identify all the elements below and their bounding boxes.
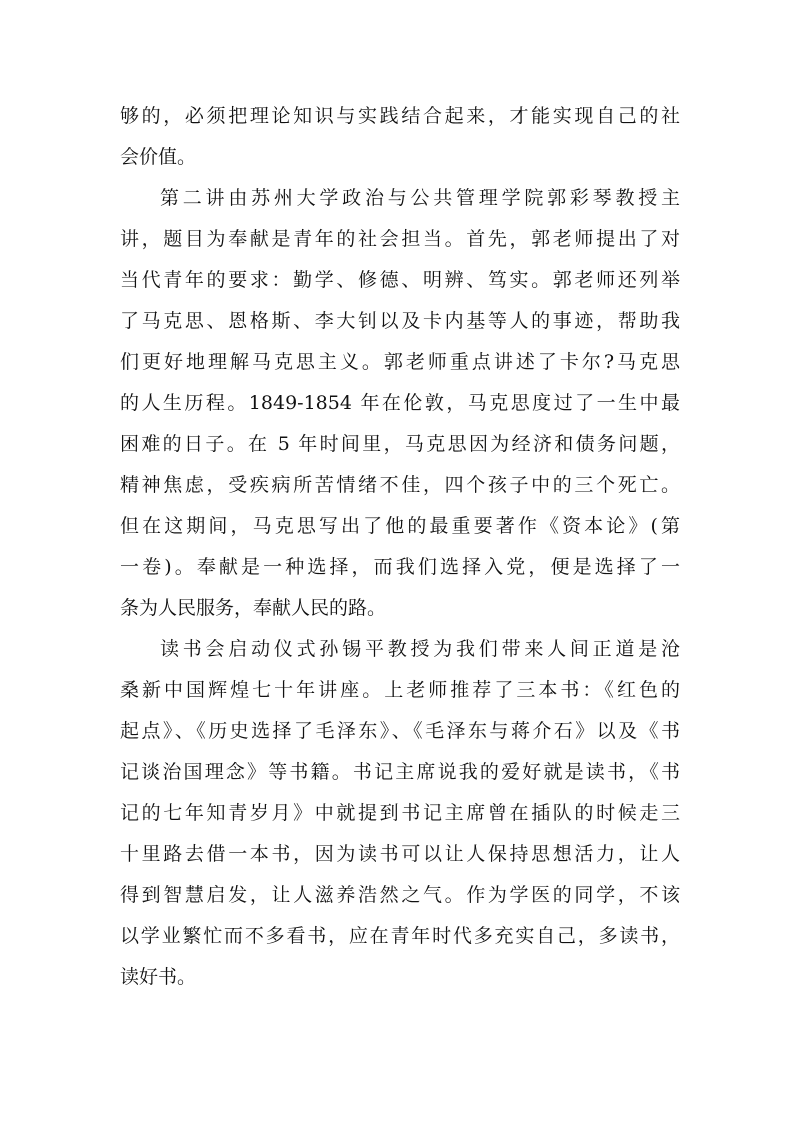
paragraph-start-line: 第二讲由苏州大学政治与公共管理学院郭彩琴教授主: [160, 187, 680, 209]
text-line: 会价值。: [120, 146, 197, 168]
text-line: 但在这期间，马克思写出了他的最重要著作《资本论》(第: [120, 515, 680, 537]
text-line: 当代青年的要求：勤学、修德、明辨、笃实。郭老师还列举: [120, 269, 680, 291]
text-line: 以学业繁忙而不多看书，应在青年时代多充实自己，多读书，: [120, 925, 680, 947]
text-line: 条为人民服务，奉献人民的路。: [120, 597, 387, 619]
paragraph-start-line: 读书会启动仪式孙锡平教授为我们带来人间正道是沧: [160, 638, 680, 660]
text-line: 的人生历程。1849-1854 年在伦敦，马克思度过了一生中最: [120, 392, 680, 414]
text-line: 十里路去借一本书，因为读书可以让人保持思想活力，让人: [120, 843, 680, 865]
text-line: 够的，必须把理论知识与实践结合起来，才能实现自己的社: [120, 105, 680, 127]
text-line: 读好书。: [120, 966, 197, 988]
text-line: 记的七年知青岁月》中就提到书记主席曾在插队的时候走三: [120, 802, 680, 824]
text-line: 一卷)。奉献是一种选择，而我们选择入党，便是选择了一: [120, 556, 680, 578]
text-line: 了马克思、恩格斯、李大钊以及卡内基等人的事迹，帮助我: [120, 310, 680, 332]
text-line: 得到智慧启发，让人滋养浩然之气。作为学医的同学，不该: [120, 884, 680, 906]
text-line: 记谈治国理念》等书籍。书记主席说我的爱好就是读书，《书: [120, 761, 680, 783]
text-line: 起点》、《历史选择了毛泽东》、《毛泽东与蒋介石》以及《书: [120, 720, 680, 742]
text-line: 讲，题目为奉献是青年的社会担当。首先，郭老师提出了对: [120, 228, 680, 250]
text-line: 们更好地理解马克思主义。郭老师重点讲述了卡尔?马克思: [120, 351, 680, 373]
text-line: 困难的日子。在 5 年时间里，马克思因为经济和债务问题，: [120, 433, 680, 455]
text-line: 精神焦虑，受疾病所苦情绪不佳，四个孩子中的三个死亡。: [120, 474, 680, 496]
text-line: 桑新中国辉煌七十年讲座。上老师推荐了三本书：《红色的: [120, 679, 680, 701]
